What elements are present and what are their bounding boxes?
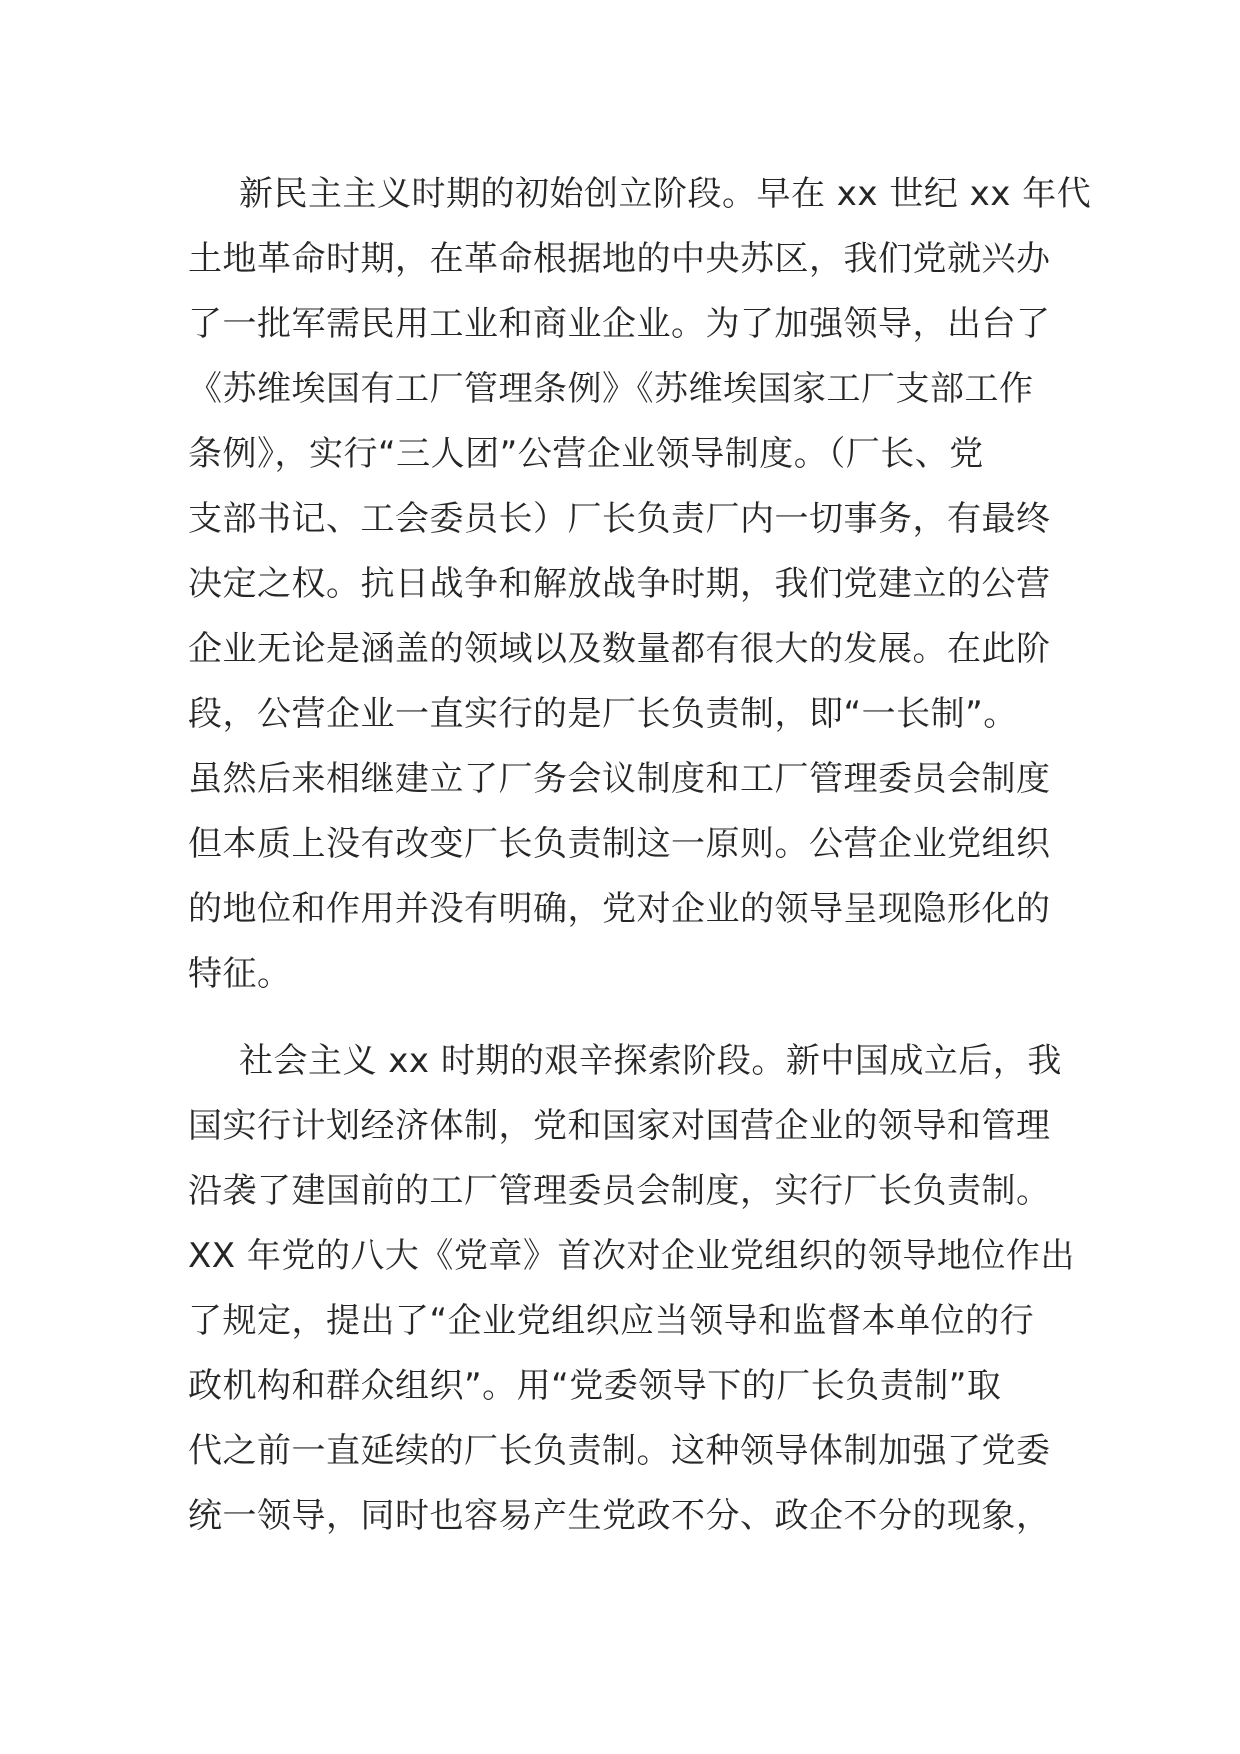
text-line: 的地位和作用并没有明确，党对企业的领导呈现隐形化的 [188, 889, 1051, 929]
text-line: 国实行计划经济体制，党和国家对国营企业的领导和管理 [188, 1106, 1051, 1146]
text-line: 虽然后来相继建立了厂务会议制度和工厂管理委员会制度 [188, 759, 1051, 799]
text-line: 特征。 [188, 954, 292, 994]
text-line: 段，公营企业一直实行的是厂长负责制，即“一长制”。 [188, 694, 1018, 734]
text-line: 新民主主义时期的初始创立阶段。早在 xx 世纪 xx 年代 [239, 174, 1092, 214]
text-line: 《苏维埃国有工厂管理条例》《苏维埃国家工厂支部工作 [188, 369, 1034, 409]
text-line: 但本质上没有改变厂长负责制这一原则。公营企业党组织 [188, 824, 1051, 864]
text-line: 决定之权。抗日战争和解放战争时期，我们党建立的公营 [188, 564, 1051, 604]
paragraph-1 [188, 162, 1092, 1007]
text-line: 社会主义 xx 时期的艰辛探索阶段。新中国成立后，我 [239, 1041, 1062, 1081]
text-line: XX 年党的八大《党章》首次对企业党组织的领导地位作出 [188, 1236, 1075, 1276]
text-line: 沿袭了建国前的工厂管理委员会制度，实行厂长负责制。 [188, 1171, 1051, 1211]
text-line: 企业无论是涵盖的领域以及数量都有很大的发展。在此阶 [188, 629, 1051, 669]
text-line: 条例》，实行“三人团”公营企业领导制度。（厂长、党 [188, 434, 984, 474]
text-line: 了一批军需民用工业和商业企业。为了加强领导，出台了 [188, 304, 1051, 344]
paragraph-2 [188, 1029, 1075, 1549]
text-line: 了规定，提出了“企业党组织应当领导和监督本单位的行 [188, 1301, 1035, 1341]
text-line: 统一领导，同时也容易产生党政不分、政企不分的现象， [188, 1496, 1051, 1536]
text-line: 代之前一直延续的厂长负责制。这种领导体制加强了党委 [188, 1431, 1051, 1471]
text-line: 土地革命时期，在革命根据地的中央苏区，我们党就兴办 [188, 239, 1051, 279]
document-body [188, 162, 1092, 1549]
text-line: 政机构和群众组织”。用“党委领导下的厂长负责制”取 [188, 1366, 1002, 1406]
text-line: 支部书记、工会委员长）厂长负责厂内一切事务，有最终 [188, 499, 1051, 539]
